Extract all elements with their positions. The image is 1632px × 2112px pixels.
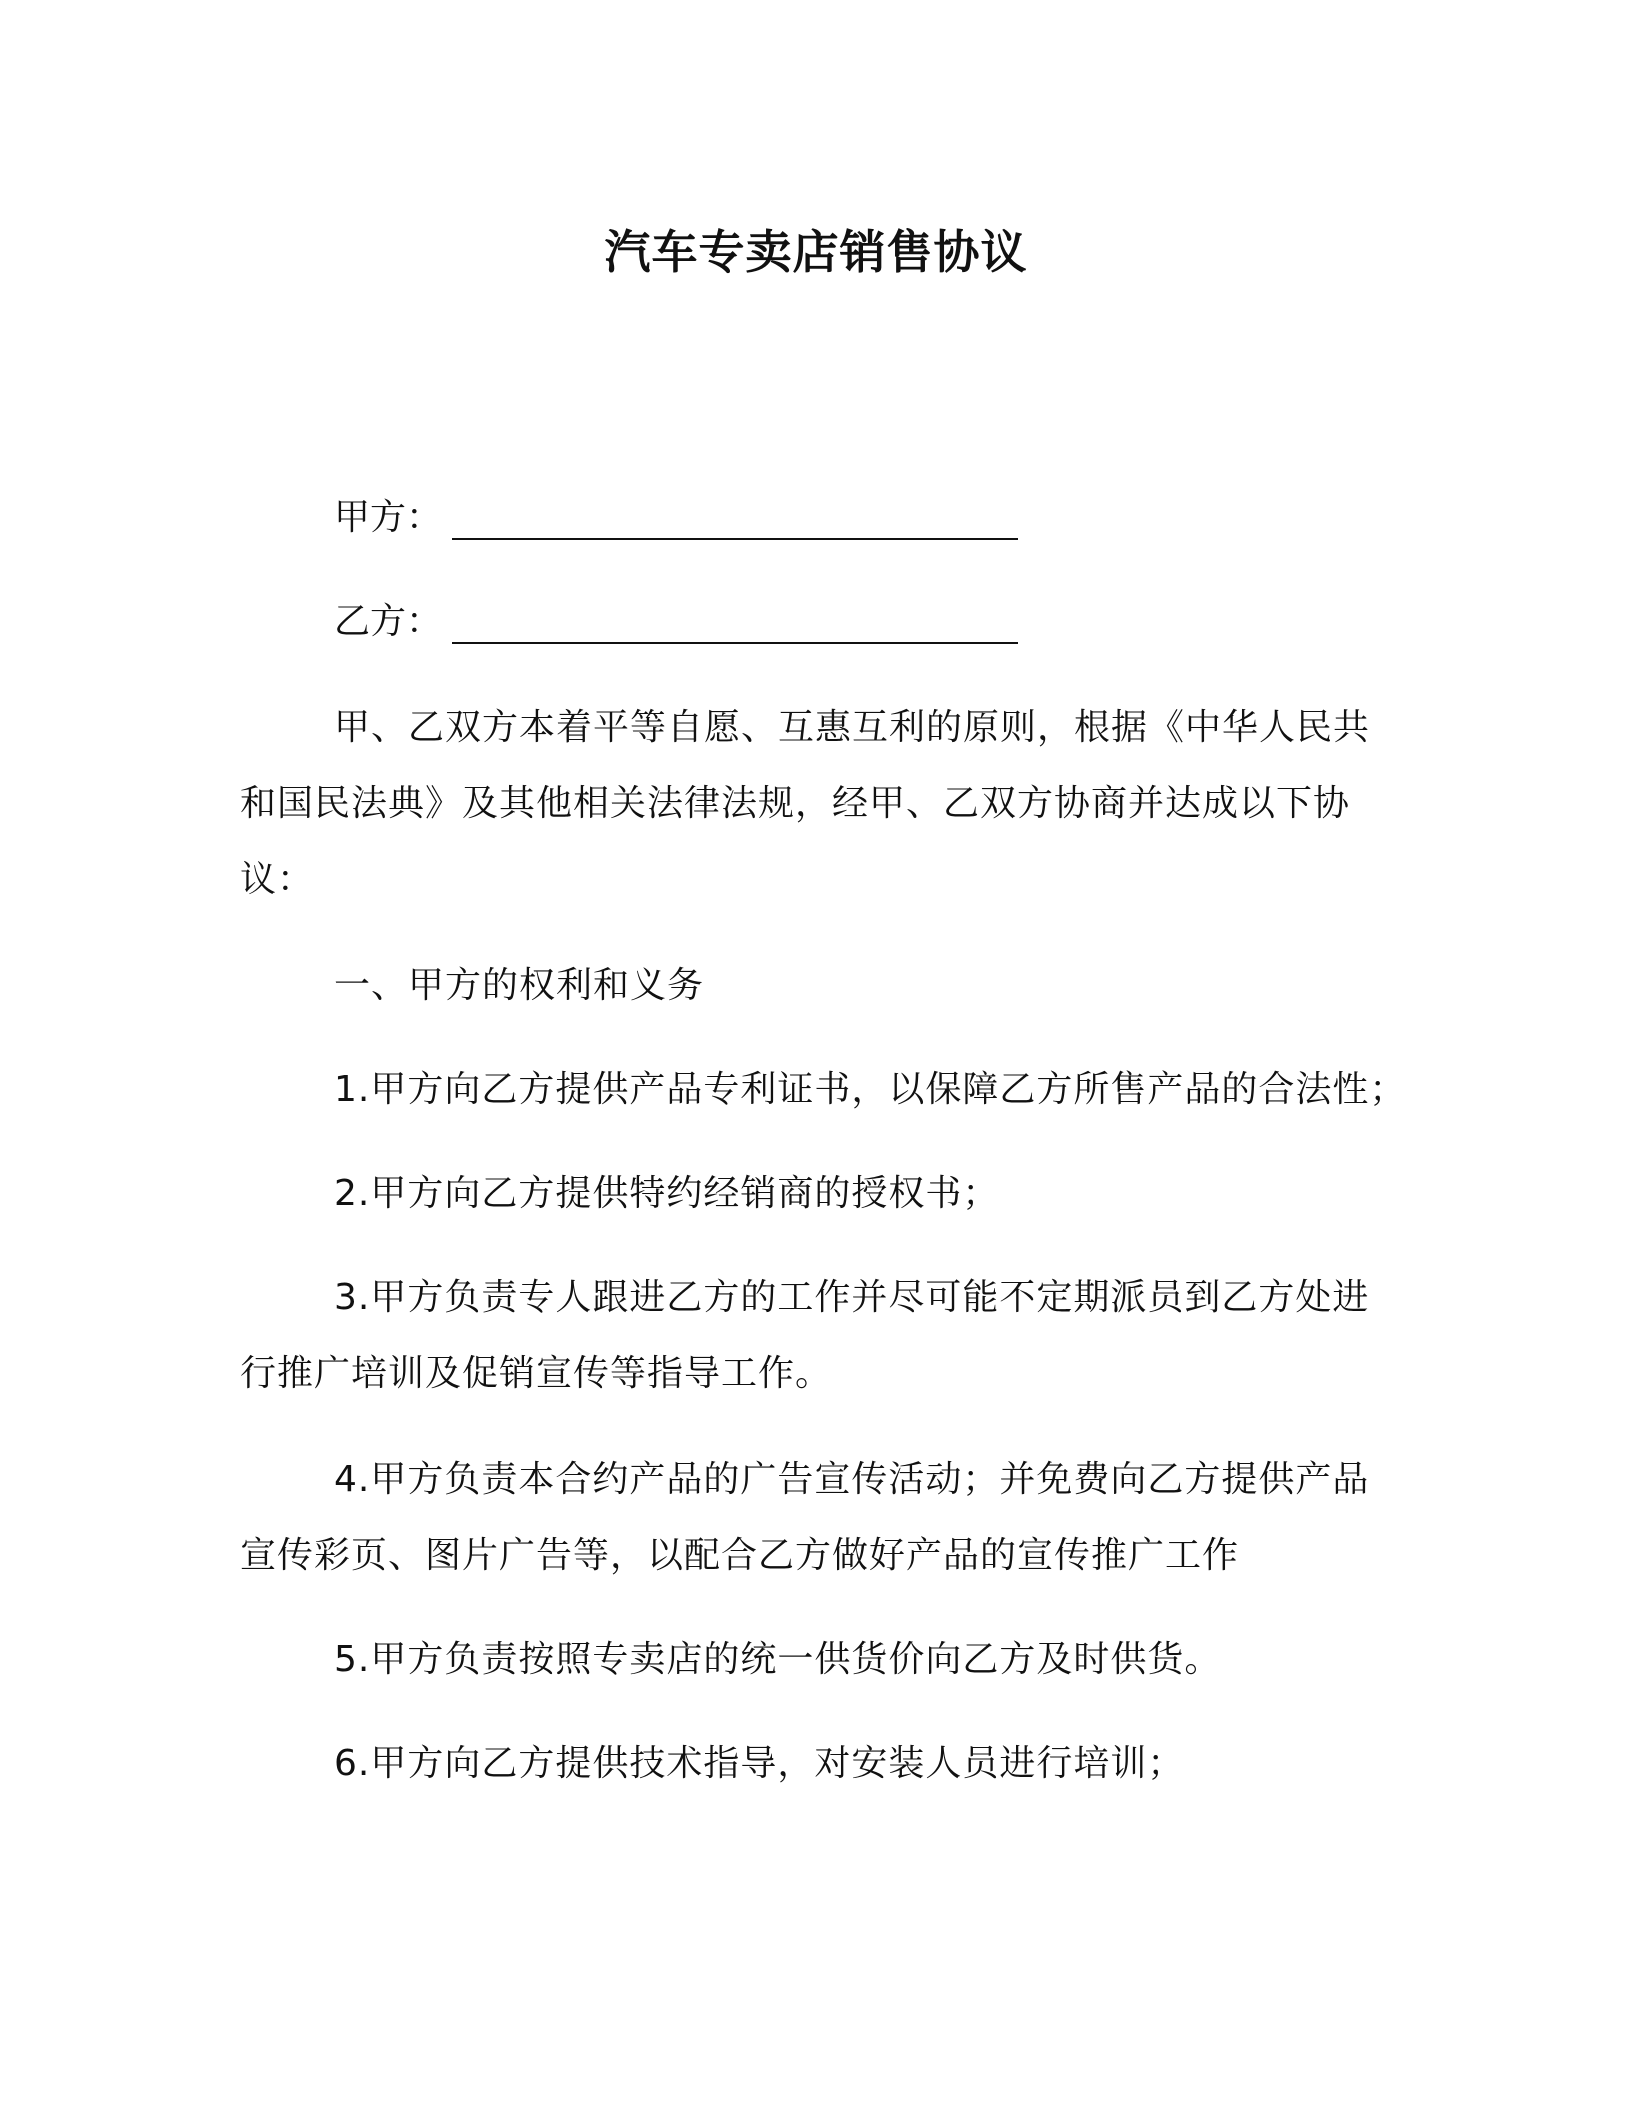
party-b-blank[interactable] bbox=[452, 602, 1018, 644]
clause-3 bbox=[240, 1260, 1400, 1412]
clause-line: 6.甲方向乙方提供技术指导，对安装人员进行培训； bbox=[334, 1743, 1185, 1784]
clause-1 bbox=[240, 1052, 1407, 1128]
clause-line: 4.甲方负责本合约产品的广告宣传活动；并免费向乙方提供产品 bbox=[334, 1459, 1370, 1500]
clause-2 bbox=[240, 1156, 1400, 1232]
party-a-label: 甲方： bbox=[334, 497, 443, 538]
party-a-row bbox=[334, 488, 1018, 548]
clause-line: 2.甲方向乙方提供特约经销商的授权书； bbox=[334, 1173, 1000, 1214]
clause-line: 宣传彩页、图片广告等，以配合乙方做好产品的宣传推广工作 bbox=[240, 1535, 1240, 1576]
clause-line: 3.甲方负责专人跟进乙方的工作并尽可能不定期派员到乙方处进 bbox=[334, 1277, 1370, 1318]
section-heading bbox=[240, 948, 1400, 1024]
clause-line: 1.甲方向乙方提供产品专利证书，以保障乙方所售产品的合法性； bbox=[334, 1069, 1407, 1110]
clause-5 bbox=[240, 1622, 1400, 1698]
clause-line: 5.甲方负责按照专卖店的统一供货价向乙方及时供货。 bbox=[334, 1639, 1222, 1680]
intro-paragraph bbox=[240, 690, 1400, 918]
clause-4 bbox=[240, 1442, 1400, 1594]
party-a-blank[interactable] bbox=[452, 498, 1018, 540]
intro-line: 甲、乙双方本着平等自愿、互惠互利的原则，根据《中华人民共 bbox=[334, 707, 1371, 748]
section-heading-text: 一、甲方的权利和义务 bbox=[334, 965, 705, 1006]
document-title: 汽车专卖店销售协议 bbox=[604, 225, 1028, 279]
clause-6 bbox=[240, 1726, 1400, 1802]
party-b-row bbox=[334, 592, 1018, 652]
clause-line: 行推广培训及促销宣传等指导工作。 bbox=[240, 1353, 833, 1394]
intro-line: 和国民法典》及其他相关法律法规，经甲、乙双方协商并达成以下协 bbox=[240, 783, 1351, 824]
intro-line: 议： bbox=[240, 859, 315, 900]
party-b-label: 乙方： bbox=[334, 601, 443, 642]
